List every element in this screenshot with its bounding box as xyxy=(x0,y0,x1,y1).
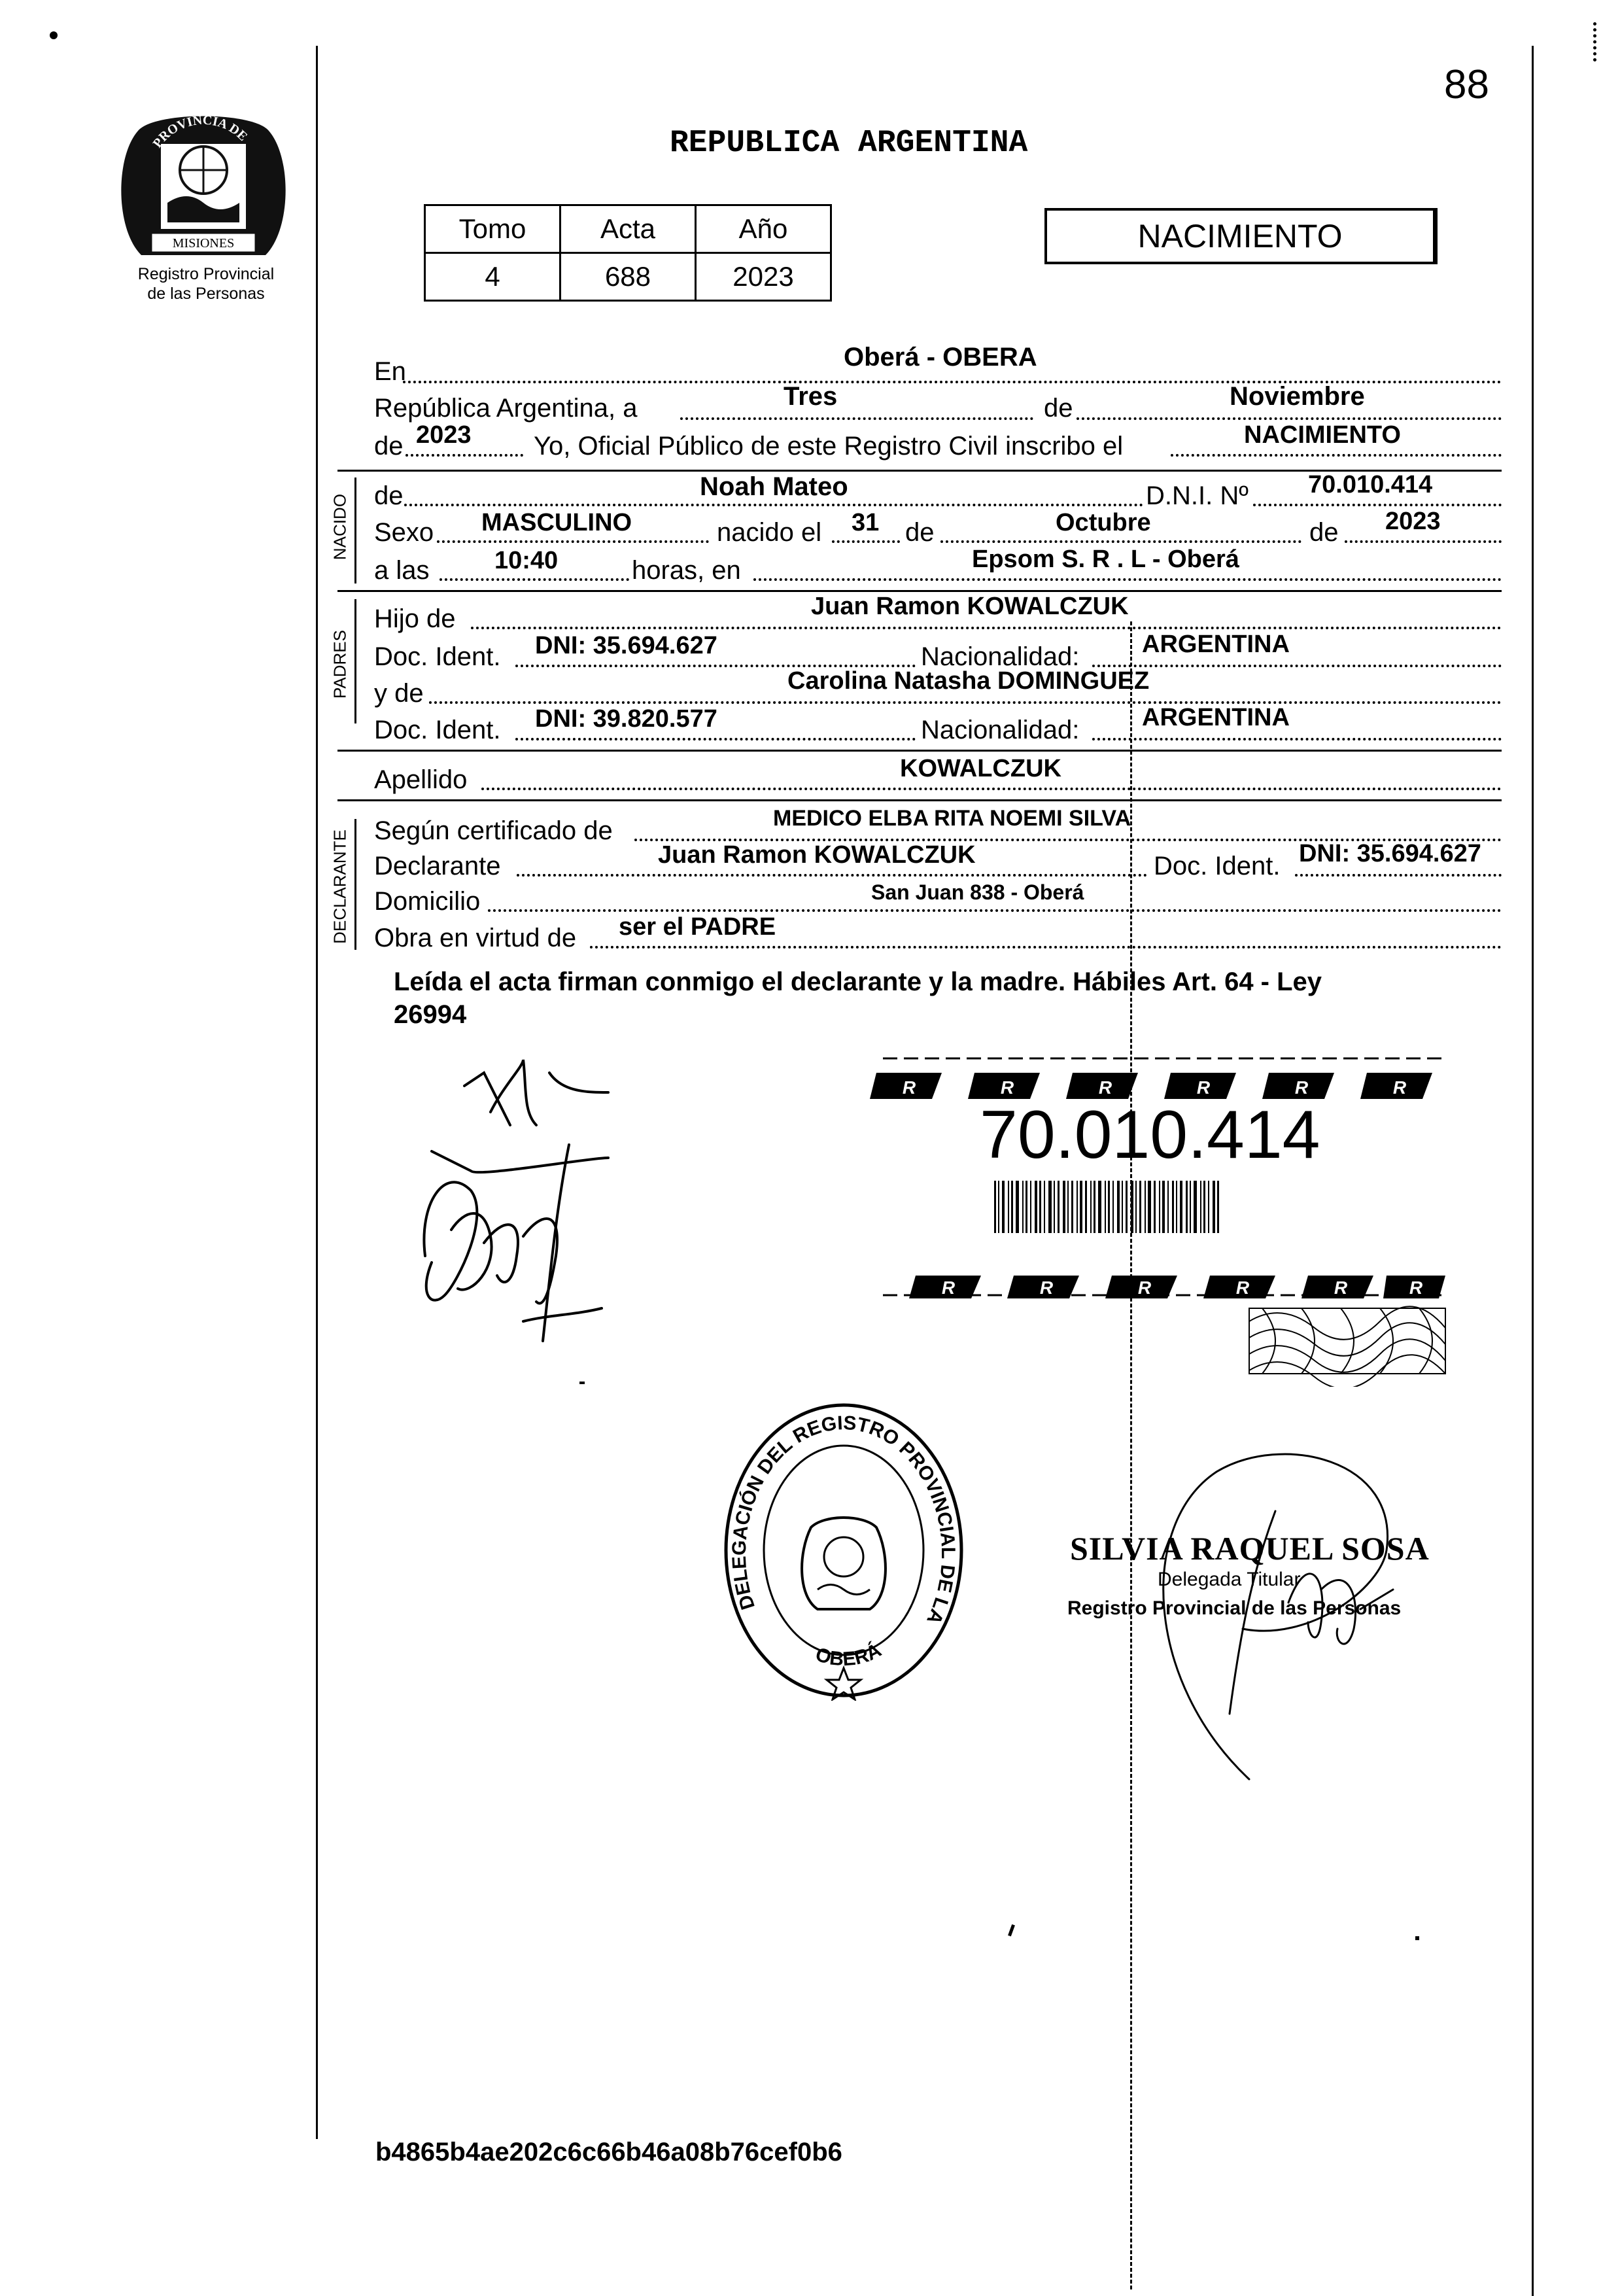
dots-madre-doc xyxy=(515,738,916,740)
label-apellido: Apellido xyxy=(374,765,468,794)
barcode-bar xyxy=(1122,1181,1123,1233)
logo-caption xyxy=(98,264,314,304)
value-declarante-doc: DNI: 35.694.627 xyxy=(1299,840,1481,867)
barcode xyxy=(994,1181,1219,1233)
barcode-bar xyxy=(1203,1181,1205,1233)
barcode-bar xyxy=(1167,1181,1169,1233)
dots-acto xyxy=(1171,454,1502,457)
label-en: En xyxy=(374,357,406,386)
sticker-dni-number: 70.010.414 xyxy=(980,1097,1320,1173)
pattern-letter-8: R xyxy=(1039,1278,1054,1298)
value-declarante: Juan Ramon KOWALCZUK xyxy=(658,841,976,869)
barcode-bar xyxy=(1067,1181,1069,1233)
logo-caption-line1: Registro Provincial xyxy=(137,265,275,283)
dots-padre-nac xyxy=(1092,665,1502,667)
label-de-name: de xyxy=(374,481,404,510)
pattern-letter-11: R xyxy=(1334,1278,1348,1298)
dots-mes xyxy=(1077,417,1502,420)
pattern-letter-3: R xyxy=(1098,1077,1112,1098)
dots-hora xyxy=(439,578,629,581)
section-label-nacido: NACIDO xyxy=(330,493,350,561)
label-nacionalidad-2: Nacionalidad: xyxy=(921,716,1080,744)
pattern-letter-7: R xyxy=(941,1278,956,1298)
closing-line-1: Leída el acta firman conmigo el declarante y la madre. Hábiles Art. 64 - Ley xyxy=(394,967,1322,996)
value-padre-nac: ARGENTINA xyxy=(1142,631,1290,658)
rule-padres-end xyxy=(337,750,1502,752)
barcode-bar xyxy=(1190,1181,1191,1233)
label-obra-en-virtud: Obra en virtud de xyxy=(374,924,577,952)
logo-banner-text: MISIONES xyxy=(172,236,235,251)
barcode-bar xyxy=(1159,1181,1160,1233)
page-number: 88 xyxy=(1444,62,1489,107)
speck-1 xyxy=(1008,1924,1015,1937)
dots-declarante-doc xyxy=(1295,874,1502,877)
barcode-bar xyxy=(1058,1181,1060,1233)
section-label-declarante: DECLARANTE xyxy=(330,829,350,944)
barcode-bar xyxy=(1131,1181,1133,1233)
official-title: Delegada Titular xyxy=(1158,1569,1301,1590)
value-mes: Noviembre xyxy=(1230,382,1365,411)
label-de-year: de xyxy=(374,432,404,461)
dots-nombre xyxy=(404,504,1143,506)
value-hora: 10:40 xyxy=(494,547,559,574)
label-doc-ident-1: Doc. Ident. xyxy=(374,642,501,671)
table-header-anio: Año xyxy=(696,205,831,253)
label-nacionalidad-1: Nacionalidad: xyxy=(921,642,1080,671)
value-mes-nac: Octubre xyxy=(1056,509,1151,536)
pattern-letter-9: R xyxy=(1137,1278,1152,1298)
dots-lugar-nac xyxy=(753,578,1502,581)
label-horas-en: horas, en xyxy=(632,556,741,585)
label-domicilio: Domicilio xyxy=(374,887,481,916)
barcode-bar xyxy=(1002,1181,1005,1233)
barcode-bar xyxy=(1030,1181,1031,1233)
table-value-tomo: 4 xyxy=(425,253,560,301)
closing-line-2: 26994 xyxy=(394,1000,467,1029)
barcode-bar xyxy=(1080,1181,1082,1233)
barcode-bar xyxy=(1200,1181,1201,1233)
handwritten-signature-icon xyxy=(392,1047,674,1348)
declarante-bracket xyxy=(354,819,356,950)
dots-obra-en-virtud xyxy=(590,946,1502,948)
handwritten-signature-icon xyxy=(1112,1433,1452,1786)
barcode-bar xyxy=(1039,1181,1041,1233)
table-header-tomo: Tomo xyxy=(425,205,560,253)
declarant-signature xyxy=(392,1047,674,1348)
barcode-bar xyxy=(1208,1181,1209,1233)
value-obra-en-virtud: ser el PADRE xyxy=(619,913,776,941)
registry-logo xyxy=(115,105,292,262)
document-title: REPUBLICA ARGENTINA xyxy=(670,126,1028,161)
dots-apellido xyxy=(481,788,1502,790)
svg-text:OBERÁ xyxy=(813,1639,885,1670)
barcode-bar xyxy=(1085,1181,1087,1233)
label-de-birth-year: de xyxy=(1309,518,1339,547)
value-lugar: Oberá - OBERA xyxy=(844,343,1037,372)
speck-3 xyxy=(579,1382,585,1384)
official-name: SILVIA RAQUEL SOSA xyxy=(1070,1530,1430,1567)
barcode-bar xyxy=(1094,1181,1095,1233)
official-office: Registro Provincial de las Personas xyxy=(1067,1597,1402,1619)
barcode-bar xyxy=(1145,1181,1146,1233)
label-yo-oficial: Yo, Oficial Público de este Registro Civil inscribo el xyxy=(534,432,1124,461)
dots-dia xyxy=(680,417,1033,420)
label-de-birth-month: de xyxy=(905,518,935,547)
pattern-letter-10: R xyxy=(1235,1278,1250,1298)
svg-text:DELEGACIÓN DEL REGISTRO PROVIN xyxy=(719,1400,959,1627)
value-sexo: MASCULINO xyxy=(481,509,632,536)
value-anio-nac: 2023 xyxy=(1385,508,1441,535)
label-republica: República Argentina, a xyxy=(374,394,638,423)
value-anio: 2023 xyxy=(416,421,472,449)
value-madre-nac: ARGENTINA xyxy=(1142,704,1290,731)
value-dia: Tres xyxy=(784,382,838,411)
barcode-bar xyxy=(1126,1181,1128,1233)
value-apellido: KOWALCZUK xyxy=(900,755,1061,782)
pattern-letter-12: R xyxy=(1409,1278,1423,1298)
stray-dot xyxy=(50,31,58,39)
barcode-bar xyxy=(1071,1181,1073,1233)
barcode-bar xyxy=(1186,1181,1188,1233)
tomo-acta-anio-table xyxy=(424,204,832,302)
barcode-bar xyxy=(1063,1181,1065,1233)
seal-ring-text: DELEGACIÓN DEL REGISTRO PROVINCIAL DE LA xyxy=(728,1412,959,1628)
value-dni: 70.010.414 xyxy=(1308,471,1433,498)
value-acto: NACIMIENTO xyxy=(1244,421,1401,449)
pattern-letter-5: R xyxy=(1294,1077,1309,1098)
dots-dni xyxy=(1253,504,1502,506)
label-y-de: y de xyxy=(374,679,424,708)
pattern-letter-2: R xyxy=(1000,1077,1014,1098)
rule-nacido-end xyxy=(337,590,1502,592)
closing-text xyxy=(394,965,1479,1031)
barcode-bar xyxy=(1054,1181,1055,1233)
pattern-letter-4: R xyxy=(1196,1077,1211,1098)
value-padre-doc: DNI: 35.694.627 xyxy=(535,632,717,659)
table-value-anio: 2023 xyxy=(696,253,831,301)
label-sexo: Sexo xyxy=(374,518,434,547)
pattern-letter-6: R xyxy=(1392,1077,1407,1098)
value-lugar-nac: Epsom S. R . L - Oberá xyxy=(972,546,1239,573)
logo-arc-text: PROVINCIA DE xyxy=(150,113,250,151)
security-pattern-icon xyxy=(870,1047,1458,1387)
barcode-bar xyxy=(1217,1181,1219,1233)
nacido-bracket xyxy=(354,478,356,583)
barcode-bar xyxy=(1077,1181,1078,1233)
barcode-bar xyxy=(1135,1181,1137,1233)
barcode-bar xyxy=(994,1181,996,1233)
barcode-bar xyxy=(1098,1181,1101,1233)
rule-apellido-end xyxy=(337,799,1502,801)
barcode-bar xyxy=(998,1181,999,1233)
barcode-bar xyxy=(1176,1181,1177,1233)
dots-madre xyxy=(429,701,1502,704)
province-coat-of-arms-icon xyxy=(115,105,292,262)
logo-caption-line2: de las Personas xyxy=(147,285,265,303)
table-value-acta: 688 xyxy=(560,253,696,301)
barcode-bar xyxy=(1139,1181,1141,1233)
dots-mes-nac xyxy=(940,540,1301,543)
barcode-bar xyxy=(1025,1181,1027,1233)
security-sticker xyxy=(870,1047,1458,1387)
barcode-bar xyxy=(1180,1181,1182,1233)
official-signature xyxy=(1112,1433,1452,1786)
label-a-las: a las xyxy=(374,556,430,585)
barcode-bar xyxy=(1108,1181,1110,1233)
document-hash: b4865b4ae202c6c66b46a08b76cef0b6 xyxy=(375,2138,842,2166)
record-type-label: NACIMIENTO xyxy=(1137,218,1343,254)
dots-dia-nac xyxy=(832,540,900,543)
pattern-letter-1: R xyxy=(902,1077,916,1098)
barcode-bar xyxy=(1044,1181,1045,1233)
dots-padre xyxy=(471,627,1502,629)
barcode-bar xyxy=(1022,1181,1024,1233)
seal-city: OBERÁ xyxy=(812,1639,886,1671)
dots-declarante xyxy=(517,874,1147,877)
padres-bracket xyxy=(354,599,356,723)
section-label-padres: PADRES xyxy=(330,630,350,699)
official-seal-icon xyxy=(719,1400,968,1701)
barcode-bar xyxy=(1035,1181,1037,1233)
value-madre-doc: DNI: 39.820.577 xyxy=(535,705,717,733)
dots-anio xyxy=(405,454,523,457)
table-header-acta: Acta xyxy=(560,205,696,253)
dots-anio-nac xyxy=(1345,540,1502,543)
barcode-bar xyxy=(1011,1181,1013,1233)
label-doc-ident-2: Doc. Ident. xyxy=(374,716,501,744)
label-de-month: de xyxy=(1044,394,1073,423)
value-nombre: Noah Mateo xyxy=(700,472,848,501)
label-dni-no: D.N.I. Nº xyxy=(1146,481,1249,510)
barcode-bar xyxy=(1117,1181,1120,1233)
delegation-seal xyxy=(719,1400,968,1701)
record-type-box xyxy=(1044,208,1438,264)
barcode-bar xyxy=(1008,1181,1009,1233)
value-madre: Carolina Natasha DOMINGUEZ xyxy=(787,667,1150,695)
label-nacido-el: nacido el xyxy=(717,518,822,547)
left-margin-line xyxy=(316,46,318,2139)
dots-sexo xyxy=(437,540,709,543)
barcode-bar xyxy=(1105,1181,1106,1233)
scan-mark xyxy=(1593,22,1600,61)
barcode-bar xyxy=(1194,1181,1197,1233)
barcode-bar xyxy=(1154,1181,1156,1233)
barcode-bar xyxy=(1148,1181,1151,1233)
label-declarante: Declarante xyxy=(374,852,501,880)
barcode-bar xyxy=(1172,1181,1174,1233)
value-dia-nac: 31 xyxy=(852,509,880,536)
barcode-bar xyxy=(1016,1181,1019,1233)
barcode-bar xyxy=(1162,1181,1165,1233)
dots-madre-nac xyxy=(1092,738,1502,740)
barcode-bar xyxy=(1112,1181,1114,1233)
value-certificado: MEDICO ELBA RITA NOEMI SILVA xyxy=(773,806,1131,831)
speck-2 xyxy=(1415,1936,1419,1940)
dots-domicilio xyxy=(488,909,1502,912)
label-hijo-de: Hijo de xyxy=(374,604,456,633)
value-padre: Juan Ramon KOWALCZUK xyxy=(811,593,1129,620)
label-segun-certificado: Según certificado de xyxy=(374,816,613,845)
barcode-bar xyxy=(1213,1181,1215,1233)
barcode-bar xyxy=(1048,1181,1052,1233)
right-margin-line xyxy=(1532,46,1534,2296)
barcode-bar xyxy=(1090,1181,1092,1233)
label-doc-ident-3: Doc. Ident. xyxy=(1154,852,1281,880)
value-domicilio: San Juan 838 - Oberá xyxy=(871,880,1084,904)
